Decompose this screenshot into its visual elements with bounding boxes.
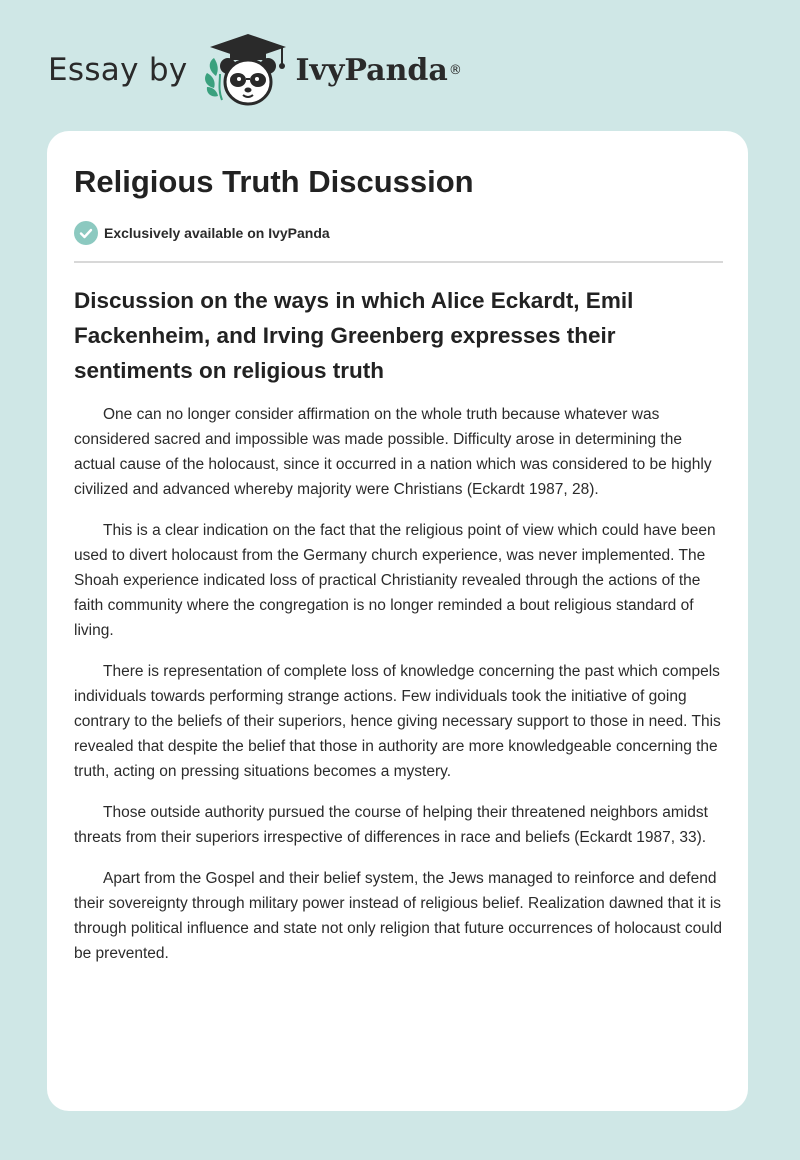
check-circle-icon xyxy=(74,221,98,245)
page-title: Religious Truth Discussion xyxy=(74,164,474,199)
essay-card xyxy=(47,131,748,1111)
paragraph: There is representation of complete loss of knowledge concerning the past which compels individuals towards performing strange actions. Few individuals took the initiative of going contrary to the beliefs of their superiors, hence giving necessary support to those in need. This revealed that despite the belief that those in authority are more knowledgeable concerning the truth, acting on pressing situations becomes a mystery. xyxy=(74,663,721,780)
paragraph: One can no longer consider affirmation on the whole truth because whatever was considered sacred and impossible was made possible. Difficulty arose in determining the actual cause of the holocaust, since it occurred in a nation which was considered to be highly civilized and advanced whereby majority were Christians (Eckardt 1987, 28). xyxy=(74,406,712,498)
essay-body xyxy=(74,402,723,982)
panda-graduate-icon xyxy=(202,30,294,110)
paragraph: Apart from the Gospel and their belief system, the Jews managed to reinforce and defend their sovereignty through military power instead of religious belief. Realization dawned that it is through political influence and state not only religion that future occurrences of holocaust could be prevented. xyxy=(74,870,722,962)
registered-mark: ® xyxy=(448,62,462,78)
exclusive-label: Exclusively available on IvyPanda xyxy=(104,225,330,241)
paragraph: This is a clear indication on the fact that the religious point of view which could have been used to divert holocaust from the Germany church experience, was never implemented. The Shoah experience indicated loss of practical Christianity revealed through the actions of the faith community where the congregation is no longer reminded a bout religious standard of living. xyxy=(74,522,716,639)
brand-prefix: Essay by xyxy=(48,52,188,88)
exclusive-badge xyxy=(74,221,330,245)
section-heading: Discussion on the ways in which Alice Eckardt, Emil Fackenheim, and Irving Greenberg expresses their sentiments on religious truth xyxy=(74,288,634,383)
divider xyxy=(74,261,723,263)
site-header xyxy=(48,30,462,110)
brand-name: IvyPanda xyxy=(295,52,448,88)
ivypanda-logo-link[interactable] xyxy=(202,30,462,110)
paragraph: Those outside authority pursued the course of helping their threatened neighbors amidst threats from their superiors irrespective of differences in race and beliefs (Eckardt 1987, 33). xyxy=(74,804,708,846)
